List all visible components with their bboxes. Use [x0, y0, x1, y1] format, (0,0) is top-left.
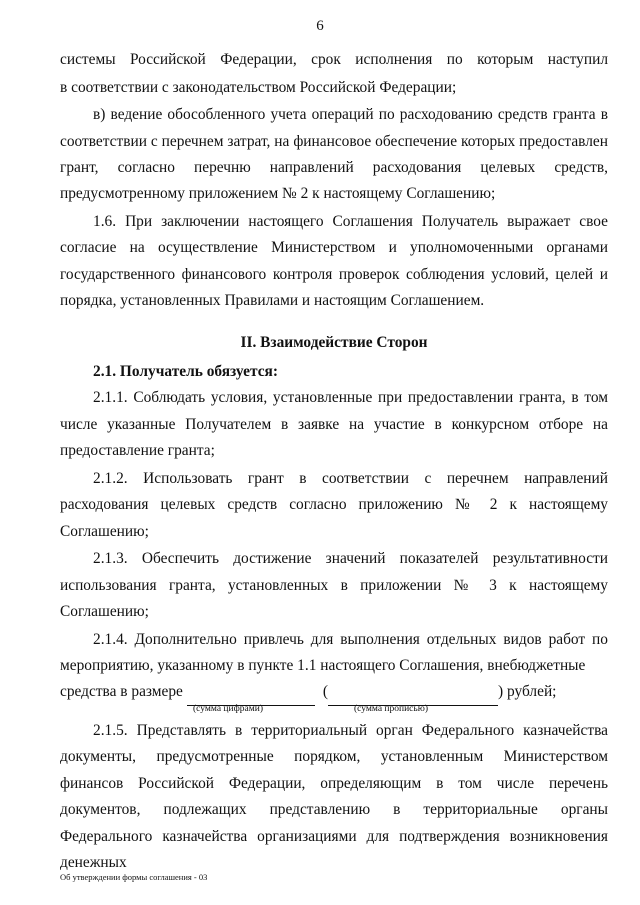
page-number: 6: [316, 18, 324, 34]
paragraph-continuation-line2: в соответствии с законодательством Российской Федерации;: [60, 78, 457, 96]
item-2-1-4: 2.1.4. Дополнительно привлечь для выполнения отдельных видов работ по мероприятию, указанному в пункте 1.1 настоящего Соглашения, внебюджетные: [60, 630, 608, 675]
subsection-heading: 2.1. Получатель обязуется:: [93, 363, 278, 381]
document-body: [60, 47, 608, 878]
paragraph-continuation-line1: системы Российской Федерации, срок исполнения по которым наступил: [60, 51, 608, 68]
item-2-1-1: 2.1.1. Соблюдать условия, установленные при предоставлении гранта, в том числе указанные Получателем в заявке на участие в конкурсном отборе на предоставление гранта;: [60, 389, 608, 460]
item-2-1-5: 2.1.5. Представлять в территориальный орган Федерального казначейства документы, предусмотренные порядком, установленным Министерством финансов Российской Федерации, определяющим в том числе перечень документов, подлежащих представлению в территориальные органы Федерального казначейства организациями для подтверждения возникновения денежных: [60, 721, 608, 871]
footer-note: Об утверждении формы соглашения - 03: [60, 872, 208, 882]
section-heading: II. Взаимодействие Сторон: [240, 333, 428, 351]
amount-suffix: ) рублей;: [498, 683, 557, 701]
amount-open-paren: (: [322, 683, 329, 701]
amount-captions: [60, 704, 608, 718]
paragraph-1-6: 1.6. При заключении настоящего Соглашения Получатель выражает свое согласие на осуществление Министерством и уполномоченными органами государственного финансового контроля проверок соблюдения условий, целей и порядка, установленных Правилами и настоящим Соглашением.: [60, 213, 608, 310]
amount-prefix: средства в размере: [60, 683, 183, 701]
caption-words: (сумма прописью): [354, 703, 428, 714]
caption-digits: (сумма цифрами): [193, 703, 263, 714]
amount-fill-line: [60, 679, 608, 705]
paragraph-item-v: в) ведение обособленного учета операций по расходованию средств гранта в соответствии с перечнем затрат, на финансовое обеспечение которых предоставлен грант, согласно перечню направлений расходования целевых средств, предусмотренному приложением № 2 к настоящему Соглашению;: [60, 106, 608, 203]
item-2-1-2: 2.1.2. Использовать грант в соответствии с перечнем направлений расходования целевых средств согласно приложению № 2 к настоящему Соглашению;: [60, 469, 608, 540]
item-2-1-3: 2.1.3. Обеспечить достижение значений показателей результативности использования гранта, установленных в приложении № 3 к настоящему Соглашению;: [60, 550, 608, 621]
